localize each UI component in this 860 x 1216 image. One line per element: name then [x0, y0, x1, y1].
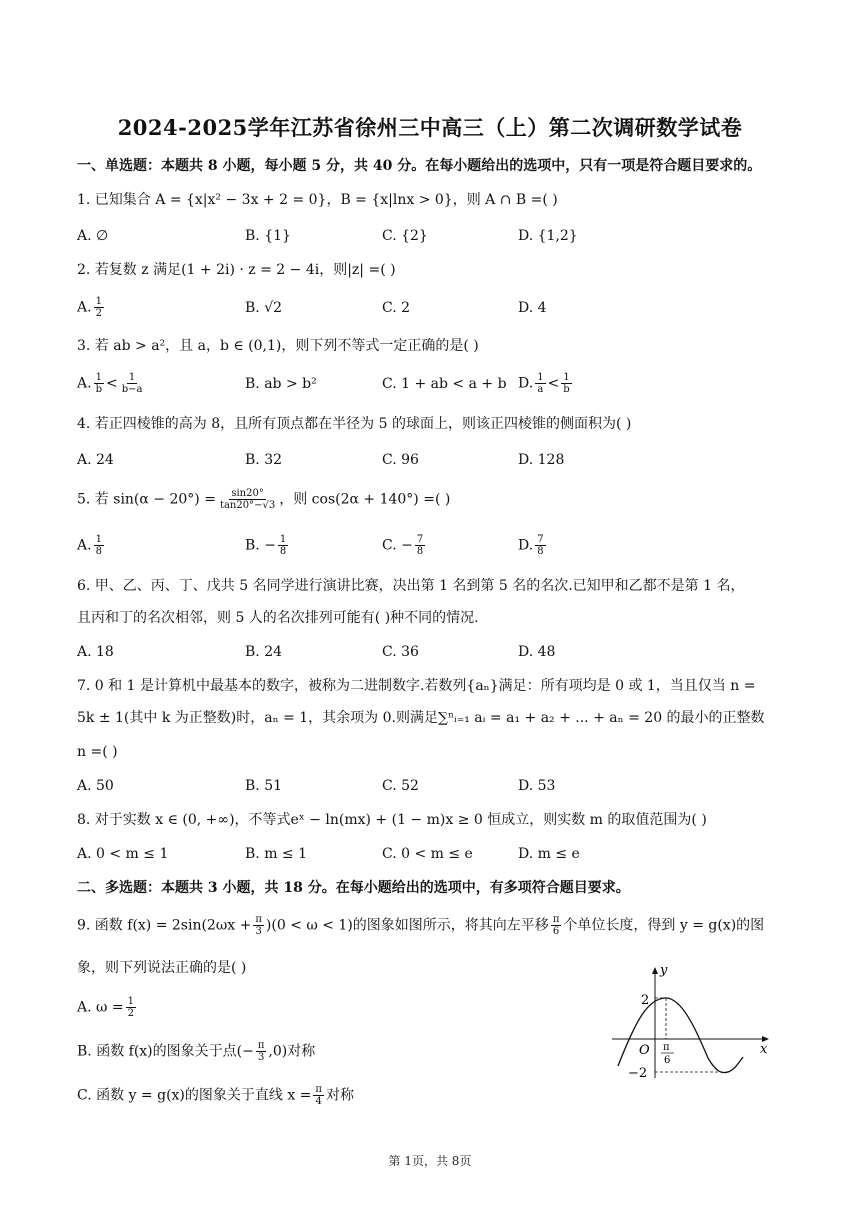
question-8: 8. 对于实数 x ∈ (0, +∞)，不等式eˣ − ln(mx) + (1 − m)x ≥ 0 恒成立，则实数 m 的取值范围为( ) [77, 812, 707, 828]
q9-sine-graph [608, 962, 778, 1082]
q4-option-a: A. 24 [77, 452, 114, 468]
q4-option-c: C. 96 [382, 452, 419, 468]
question-9-line-2: 象，则下列说法正确的是( ) [77, 960, 247, 976]
q2-option-c: C. 2 [382, 300, 411, 316]
section-multiple-choice: 二、多选题：本题共 3 小题，共 18 分。在每小题给出的选项中，有多项符合题目要求。 [77, 880, 630, 896]
page-footer: 第 1页，共 8页 [388, 1154, 472, 1168]
q7-option-a: A. 50 [77, 778, 114, 794]
q3-option-d: D. $\frac{1}{a}$ < $\frac{1}{b}$ [518, 372, 570, 395]
q9-option-c: C. 函数 y = g(x)的图象关于直线 x = $\frac{\pi}{4}$ 对称 [77, 1084, 354, 1107]
q9-option-a: A. ω = $\frac{1}{2}$ [77, 996, 134, 1019]
q6-option-d: D. 48 [518, 644, 556, 660]
q9-option-b: B. 函数 f(x)的图象关于点(− $\frac{\pi}{3}$ ,0)对称 [77, 1040, 316, 1063]
q6-option-c: C. 36 [382, 644, 419, 660]
origin-label: O [639, 1043, 650, 1058]
q8-option-a: A. 0 < m ≤ 1 [77, 846, 169, 862]
tick-pi-label: π [663, 1042, 670, 1053]
question-2: 2. 若复数 z 满足(1 + 2i) · z = 2 − 4i，则|z| =( ) [77, 262, 396, 278]
q2-option-d: D. 4 [518, 300, 547, 316]
tick-six-label: 6 [664, 1055, 671, 1066]
question-7-line-2: 5k ± 1(其中 k 为正整数)时，aₙ = 1，其余项为 0.则满足∑ⁿᵢ₌₁ aᵢ = a₁ + a₂ + ... + aₙ = 20 的最小的正整数 [77, 710, 765, 726]
section-single-choice: 一、单选题：本题共 8 小题，每小题 5 分，共 40 分。在每小题给出的选项中，只有一项是符合题目要求的。 [77, 158, 762, 174]
q1-option-d: D. {1,2} [518, 228, 578, 244]
question-7-line-3: n =( ) [77, 744, 118, 760]
y-axis-label: y [660, 963, 668, 978]
q4-option-b: B. 32 [245, 452, 283, 468]
q6-option-b: B. 24 [245, 644, 283, 660]
page-title: 2024-2025学年江苏省徐州三中高三（上）第二次调研数学试卷 [117, 115, 743, 140]
q8-option-b: B. m ≤ 1 [245, 846, 308, 862]
y-max-label: 2 [641, 993, 650, 1008]
q7-option-d: D. 53 [518, 778, 556, 794]
q3-option-c: C. 1 + ab < a + b [382, 376, 507, 392]
q5-option-c: C. − $\frac{7}{8}$ [382, 534, 424, 557]
q7-option-b: B. 51 [245, 778, 283, 794]
question-5: 5. 若 sin(α − 20°) = $\frac{\sin 20^\circ}{\tan 20^\circ-√3}$ ，则 cos(2α + 140°) =( ) [77, 488, 451, 511]
question-6-line-2: 且丙和丁的名次相邻，则 5 人的名次排列可能有( )种不同的情况. [77, 610, 479, 626]
q8-option-d: D. m ≤ e [518, 846, 580, 862]
x-axis-label: x [760, 1042, 768, 1057]
q1-option-b: B. {1} [245, 228, 291, 244]
question-6-line-1: 6. 甲、乙、丙、丁、戊共 5 名同学进行演讲比赛，决出第 1 名到第 5 名的名次.已知甲和乙都不是第 1 名， [77, 578, 745, 594]
question-4: 4. 若正四棱锥的高为 8，且所有顶点都在半径为 5 的球面上，则该正四棱锥的侧面积为( ) [77, 416, 632, 432]
q7-option-c: C. 52 [382, 778, 419, 794]
question-7-line-1: 7. 0 和 1 是计算机中最基本的数字，被称为二进制数字.若数列{aₙ}满足：所有项均是 0 或 1，当且仅当 n = [77, 678, 756, 694]
q5-option-d: D. $\frac{7}{8}$ [518, 534, 544, 557]
q4-option-d: D. 128 [518, 452, 565, 468]
question-1: 1. 已知集合 A = {x|x² − 3x + 2 = 0}，B = {x|lnx > 0}，则 A ∩ B =( ) [77, 192, 558, 208]
q2-option-b: B. √2 [245, 300, 283, 316]
y-min-label: −2 [628, 1066, 648, 1081]
question-3: 3. 若 ab > a²，且 a，b ∈ (0,1)，则下列不等式一定正确的是( ) [77, 338, 479, 354]
q3-option-b: B. ab > b² [245, 376, 317, 392]
q1-option-c: C. {2} [382, 228, 428, 244]
q1-option-a: A. ∅ [77, 228, 109, 244]
q6-option-a: A. 18 [77, 644, 114, 660]
q5-option-b: B. − $\frac{1}{8}$ [245, 534, 287, 557]
q3-option-a: A. $\frac{1}{b}$ < $\frac{1}{b-a}$ [77, 372, 143, 395]
fraction: $\frac{1}{2}$ [95, 296, 102, 319]
sine-curve [618, 998, 743, 1073]
question-9-line-1: 9. 函数 f(x) = 2sin(2ωx + $\frac{\pi}{3}$ )(0 < ω < 1)的图象如图所示，将其向左平移 $\frac{\pi}{6}$ 个单位长度，得到 y = g(x)的图 [77, 914, 765, 937]
q2-option-a: A. $\frac{1}{2}$ [77, 296, 102, 319]
q5-option-a: A. $\frac{1}{8}$ [77, 534, 102, 557]
q8-option-c: C. 0 < m ≤ e [382, 846, 473, 862]
